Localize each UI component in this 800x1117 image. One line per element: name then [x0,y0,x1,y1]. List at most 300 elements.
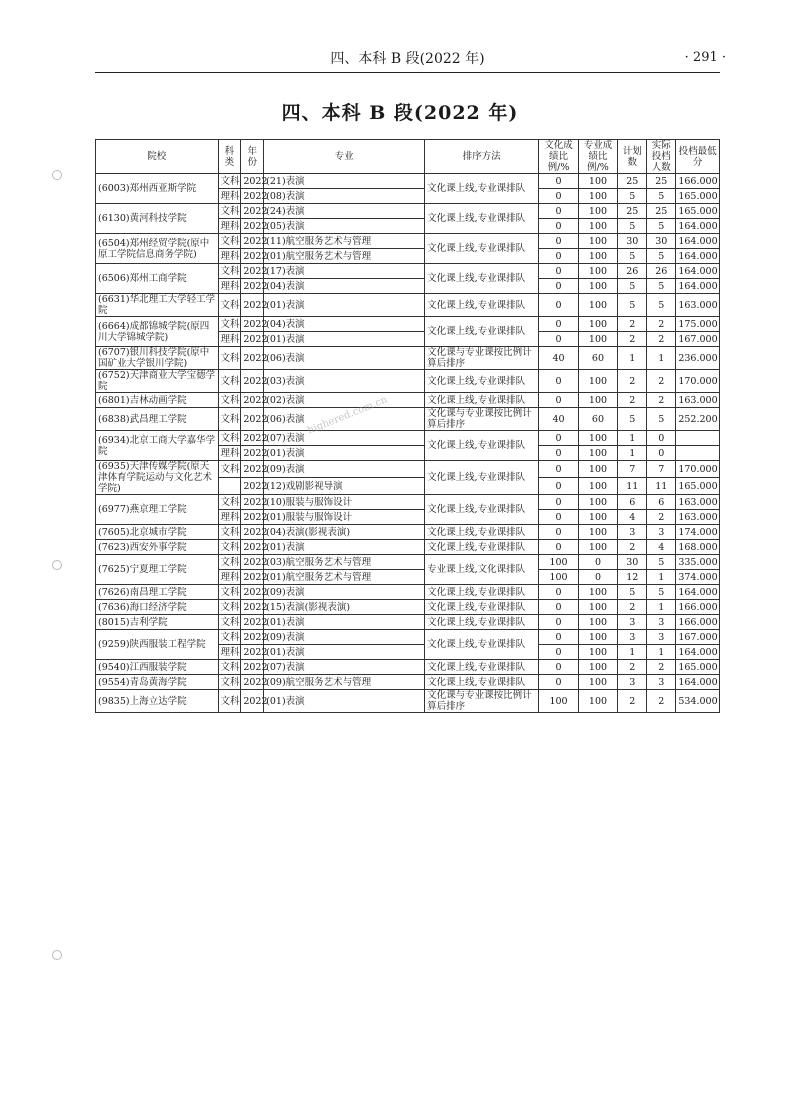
cell-school: (9259)陕西服装工程学院 [96,630,219,660]
cell-culture-ratio: 0 [539,630,578,645]
cell-culture-ratio: 0 [539,461,578,478]
cell-major: (04)表演(影视表演) [264,525,425,540]
cell-plan: 4 [618,510,647,525]
cell-actual: 3 [647,525,676,540]
cell-major: (01)表演 [264,332,425,347]
cell-kelei: 文科 [218,540,241,555]
cell-kelei: 文科 [218,615,241,630]
cell-min-score: 175.000 [676,317,720,332]
cell-min-score: 170.000 [676,461,720,478]
cell-year: 2022 [241,264,264,279]
table-row [96,204,720,219]
cell-major-ratio: 100 [578,478,617,495]
cell-min-score: 164.000 [676,279,720,294]
cell-major-ratio: 100 [578,294,617,317]
cell-school: (6130)黄河科技学院 [96,204,219,234]
cell-major-ratio: 60 [578,347,617,370]
cell-method: 文化课上线,专业课排队 [425,294,539,317]
cell-major-ratio: 100 [578,204,617,219]
cell-plan: 2 [618,370,647,393]
cell-actual: 2 [647,317,676,332]
cell-plan: 5 [618,219,647,234]
cell-major-ratio: 100 [578,174,617,189]
cell-major-ratio: 100 [578,615,617,630]
cell-plan: 5 [618,294,647,317]
cell-kelei: 文科 [218,234,241,249]
cell-kelei: 文科 [218,495,241,510]
cell-school: (6003)郑州西亚斯学院 [96,174,219,204]
cell-method: 文化课上线,专业课排队 [425,660,539,675]
cell-plan: 5 [618,585,647,600]
header-method: 排序方法 [425,140,539,174]
cell-kelei: 文科 [218,370,241,393]
cell-major-ratio: 100 [578,446,617,461]
cell-min-score: 236.000 [676,347,720,370]
cell-min-score: 165.000 [676,478,720,495]
cell-kelei: 文科 [218,461,241,478]
cell-actual: 4 [647,540,676,555]
cell-kelei: 文科 [218,630,241,645]
cell-major-ratio: 100 [578,630,617,645]
cell-min-score: 163.000 [676,510,720,525]
header-actual: 实际投档人数 [647,140,676,174]
cell-major: (02)表演 [264,393,425,408]
cell-school: (9540)江西服装学院 [96,660,219,675]
watermark: highered.com.cn [306,394,389,437]
cell-min-score: 164.000 [676,585,720,600]
cell-method: 文化课与专业课按比例计算后排序 [425,347,539,370]
table-header-row [96,140,720,174]
cell-actual: 0 [647,446,676,461]
cell-year: 2022 [241,495,264,510]
cell-year: 2022 [241,408,264,431]
cell-major: (01)表演 [264,645,425,660]
running-head [95,44,726,73]
header-min-score: 投档最低分 [676,140,720,174]
cell-culture-ratio: 0 [539,204,578,219]
cell-major-ratio: 60 [578,408,617,431]
cell-major: (08)表演 [264,189,425,204]
cell-method: 文化课上线,专业课排队 [425,174,539,204]
cell-major: (05)表演 [264,219,425,234]
cell-min-score: 170.000 [676,370,720,393]
binding-hole [52,560,62,570]
cell-major-ratio: 100 [578,264,617,279]
cell-kelei: 文科 [218,585,241,600]
cell-kelei: 文科 [218,347,241,370]
cell-plan: 3 [618,630,647,645]
cell-kelei: 文科 [218,204,241,219]
cell-school: (6752)天津商业大学宝德学院 [96,370,219,393]
cell-method: 文化课上线,专业课排队 [425,264,539,294]
cell-min-score: 165.000 [676,189,720,204]
cell-actual: 11 [647,478,676,495]
cell-min-score: 163.000 [676,294,720,317]
page-title: 四、本科 B 段(2022 年) [281,102,519,124]
cell-method: 文化课上线,专业课排队 [425,600,539,615]
cell-year: 2022 [241,204,264,219]
cell-min-score: 252.200 [676,408,720,431]
cell-major: (09)航空服务艺术与管理 [264,675,425,690]
cell-major-ratio: 0 [578,570,617,585]
cell-actual: 5 [647,585,676,600]
cell-method: 文化课上线,专业课排队 [425,615,539,630]
cell-major-ratio: 100 [578,510,617,525]
cell-actual: 5 [647,219,676,234]
cell-culture-ratio: 0 [539,540,578,555]
cell-kelei: 文科 [218,675,241,690]
cell-major-ratio: 100 [578,431,617,446]
cell-major: (15)表演(影视表演) [264,600,425,615]
cell-major: (17)表演 [264,264,425,279]
cell-school: (7626)南昌理工学院 [96,585,219,600]
cell-kelei: 理科 [218,645,241,660]
cell-kelei: 理科 [218,279,241,294]
table-row [96,393,720,408]
cell-year: 2022 [241,234,264,249]
cell-plan: 5 [618,408,647,431]
cell-major: (21)表演 [264,174,425,189]
cell-culture-ratio: 0 [539,279,578,294]
cell-culture-ratio: 100 [539,555,578,570]
cell-min-score: 164.000 [676,234,720,249]
cell-year: 2022 [241,370,264,393]
cell-plan: 2 [618,540,647,555]
cell-min-score [676,431,720,446]
cell-actual: 5 [647,249,676,264]
cell-min-score: 163.000 [676,393,720,408]
cell-min-score: 534.000 [676,690,720,713]
cell-culture-ratio: 0 [539,510,578,525]
cell-method: 文化课上线,专业课排队 [425,495,539,525]
header-plan: 计划数 [618,140,647,174]
cell-year: 2022 [241,294,264,317]
cell-plan: 3 [618,615,647,630]
cell-actual: 25 [647,174,676,189]
cell-actual: 5 [647,294,676,317]
cell-min-score: 164.000 [676,675,720,690]
cell-kelei: 文科 [218,393,241,408]
cell-major-ratio: 100 [578,495,617,510]
cell-culture-ratio: 0 [539,660,578,675]
cell-major: (09)表演 [264,461,425,478]
cell-min-score: 168.000 [676,540,720,555]
cell-school: (7625)宁夏理工学院 [96,555,219,585]
cell-culture-ratio: 0 [539,294,578,317]
cell-major-ratio: 100 [578,393,617,408]
table-row [96,461,720,478]
cell-year: 2022 [241,690,264,713]
cell-major-ratio: 100 [578,675,617,690]
cell-min-score: 167.000 [676,630,720,645]
cell-year: 2022 [241,570,264,585]
cell-method: 文化课上线,专业课排队 [425,585,539,600]
cell-culture-ratio: 40 [539,347,578,370]
cell-year: 2022 [241,317,264,332]
cell-actual: 3 [647,630,676,645]
table-row [96,317,720,332]
cell-school: (7636)海口经济学院 [96,600,219,615]
cell-culture-ratio: 0 [539,645,578,660]
cell-major: (06)表演 [264,347,425,370]
cell-actual: 2 [647,332,676,347]
cell-kelei: 文科 [218,264,241,279]
cell-plan: 2 [618,660,647,675]
cell-major-ratio: 100 [578,279,617,294]
cell-major-ratio: 0 [578,555,617,570]
cell-school: (9835)上海立达学院 [96,690,219,713]
cell-major-ratio: 100 [578,690,617,713]
cell-actual: 30 [647,234,676,249]
cell-min-score: 167.000 [676,332,720,347]
cell-kelei: 文科 [218,660,241,675]
cell-actual: 5 [647,555,676,570]
cell-kelei: 理科 [218,249,241,264]
cell-major: (06)表演 [264,408,425,431]
cell-year: 2022 [241,525,264,540]
table-row [96,294,720,317]
cell-major: (11)航空服务艺术与管理 [264,234,425,249]
cell-plan: 12 [618,570,647,585]
cell-culture-ratio: 0 [539,219,578,234]
cell-actual: 1 [647,570,676,585]
cell-plan: 25 [618,174,647,189]
cell-actual: 2 [647,510,676,525]
cell-culture-ratio: 0 [539,478,578,495]
cell-major: (01)航空服务艺术与管理 [264,249,425,264]
cell-method: 文化课上线,专业课排队 [425,630,539,660]
cell-actual: 1 [647,600,676,615]
table-row [96,675,720,690]
cell-major-ratio: 100 [578,540,617,555]
admission-score-table [95,139,720,713]
cell-actual: 1 [647,645,676,660]
cell-min-score: 166.000 [676,615,720,630]
header-major: 专业 [264,140,425,174]
cell-min-score: 374.000 [676,570,720,585]
cell-year: 2022 [241,332,264,347]
cell-min-score: 166.000 [676,174,720,189]
cell-method: 文化课与专业课按比例计算后排序 [425,408,539,431]
cell-actual: 2 [647,690,676,713]
cell-culture-ratio: 0 [539,189,578,204]
cell-year: 2022 [241,645,264,660]
cell-year: 2022 [241,431,264,446]
cell-major-ratio: 100 [578,317,617,332]
cell-min-score: 165.000 [676,204,720,219]
running-head-title: 四、本科 B 段(2022 年) [330,51,485,67]
cell-method: 文化课上线,专业课排队 [425,234,539,264]
cell-major-ratio: 100 [578,660,617,675]
cell-culture-ratio: 0 [539,174,578,189]
cell-major-ratio: 100 [578,189,617,204]
cell-major: (07)表演 [264,431,425,446]
table-row [96,431,720,446]
cell-plan: 5 [618,189,647,204]
cell-major: (01)表演 [264,615,425,630]
cell-culture-ratio: 100 [539,570,578,585]
cell-kelei [218,478,241,495]
cell-school: (6707)银川科技学院(原中国矿业大学银川学院) [96,347,219,370]
cell-actual: 3 [647,615,676,630]
cell-plan: 7 [618,461,647,478]
cell-school: (8015)吉利学院 [96,615,219,630]
cell-actual: 1 [647,347,676,370]
cell-school: (6977)燕京理工学院 [96,495,219,525]
cell-plan: 2 [618,690,647,713]
cell-method: 文化课上线,专业课排队 [425,431,539,461]
cell-method: 文化课上线,专业课排队 [425,525,539,540]
table-row [96,540,720,555]
cell-actual: 2 [647,660,676,675]
cell-culture-ratio: 0 [539,249,578,264]
cell-major-ratio: 100 [578,461,617,478]
cell-culture-ratio: 0 [539,615,578,630]
cell-min-score: 164.000 [676,264,720,279]
header-year: 年份 [241,140,264,174]
cell-kelei: 文科 [218,294,241,317]
cell-major: (03)航空服务艺术与管理 [264,555,425,570]
cell-major-ratio: 100 [578,370,617,393]
cell-school: (7605)北京城市学院 [96,525,219,540]
binding-hole [52,170,62,180]
header-kelei: 科类 [218,140,241,174]
cell-major: (04)表演 [264,279,425,294]
cell-major-ratio: 100 [578,525,617,540]
cell-culture-ratio: 0 [539,600,578,615]
cell-school: (6664)成都锦城学院(原四川大学锦城学院) [96,317,219,347]
cell-plan: 26 [618,264,647,279]
header-culture-ratio: 文化成绩比例/% [539,140,578,174]
cell-school: (6631)华北理工大学轻工学院 [96,294,219,317]
cell-major: (03)表演 [264,370,425,393]
cell-plan: 3 [618,525,647,540]
cell-year: 2022 [241,347,264,370]
cell-actual: 3 [647,675,676,690]
cell-actual: 6 [647,495,676,510]
cell-school: (6801)吉林动画学院 [96,393,219,408]
cell-actual: 5 [647,279,676,294]
cell-method: 文化课上线,专业课排队 [425,317,539,347]
cell-actual: 7 [647,461,676,478]
cell-actual: 0 [647,431,676,446]
cell-major-ratio: 100 [578,234,617,249]
cell-plan: 6 [618,495,647,510]
cell-culture-ratio: 0 [539,495,578,510]
cell-major: (01)表演 [264,294,425,317]
cell-min-score: 174.000 [676,525,720,540]
cell-major: (01)表演 [264,540,425,555]
cell-plan: 5 [618,249,647,264]
cell-major: (01)表演 [264,690,425,713]
cell-method: 文化课上线,专业课排队 [425,461,539,495]
table-body [96,174,720,713]
cell-major: (12)戏剧影视导演 [264,478,425,495]
table-row [96,630,720,645]
cell-method: 文化课上线,专业课排队 [425,540,539,555]
page-number: · 291 · [684,50,726,65]
cell-kelei: 文科 [218,555,241,570]
table-row [96,690,720,713]
cell-year: 2022 [241,660,264,675]
cell-plan: 2 [618,393,647,408]
cell-year: 2022 [241,279,264,294]
cell-major-ratio: 100 [578,332,617,347]
table-row [96,174,720,189]
cell-year: 2022 [241,249,264,264]
cell-major-ratio: 100 [578,645,617,660]
cell-method: 文化课上线,专业课排队 [425,675,539,690]
cell-actual: 5 [647,189,676,204]
cell-kelei: 理科 [218,446,241,461]
cell-culture-ratio: 0 [539,446,578,461]
cell-year: 2022 [241,219,264,234]
cell-method: 文化课上线,专业课排队 [425,370,539,393]
cell-actual: 26 [647,264,676,279]
cell-year: 2022 [241,630,264,645]
cell-year: 2022 [241,555,264,570]
cell-culture-ratio: 0 [539,370,578,393]
cell-kelei: 文科 [218,408,241,431]
cell-year: 2022 [241,446,264,461]
cell-major: (01)表演 [264,446,425,461]
cell-major-ratio: 100 [578,249,617,264]
cell-school: (9554)青岛黄海学院 [96,675,219,690]
cell-plan: 30 [618,555,647,570]
cell-plan: 2 [618,332,647,347]
cell-major-ratio: 100 [578,600,617,615]
table-row [96,234,720,249]
cell-plan: 3 [618,675,647,690]
cell-year: 2022 [241,461,264,478]
cell-min-score: 164.000 [676,219,720,234]
cell-min-score: 165.000 [676,660,720,675]
cell-year: 2022 [241,510,264,525]
cell-major: (09)表演 [264,630,425,645]
cell-major: (10)服装与服饰设计 [264,495,425,510]
cell-kelei: 理科 [218,570,241,585]
table-row [96,555,720,570]
cell-plan: 2 [618,317,647,332]
cell-major: (04)表演 [264,317,425,332]
cell-method: 文化课上线,专业课排队 [425,393,539,408]
cell-kelei: 文科 [218,690,241,713]
table-row [96,615,720,630]
cell-culture-ratio: 0 [539,585,578,600]
cell-school: (6934)北京工商大学嘉华学院 [96,431,219,461]
cell-min-score: 164.000 [676,249,720,264]
cell-culture-ratio: 0 [539,393,578,408]
table-row [96,525,720,540]
cell-plan: 1 [618,446,647,461]
cell-year: 2022 [241,600,264,615]
cell-kelei: 理科 [218,510,241,525]
cell-major: (01)航空服务艺术与管理 [264,570,425,585]
cell-year: 2022 [241,540,264,555]
cell-kelei: 理科 [218,332,241,347]
cell-plan: 25 [618,204,647,219]
cell-year: 2022 [241,174,264,189]
cell-kelei: 文科 [218,525,241,540]
cell-major: (24)表演 [264,204,425,219]
table-row [96,347,720,370]
cell-kelei: 文科 [218,317,241,332]
cell-major: (09)表演 [264,585,425,600]
cell-school: (6504)郑州经贸学院(原中原工学院信息商务学院) [96,234,219,264]
cell-culture-ratio: 40 [539,408,578,431]
cell-kelei: 文科 [218,431,241,446]
cell-kelei: 理科 [218,219,241,234]
